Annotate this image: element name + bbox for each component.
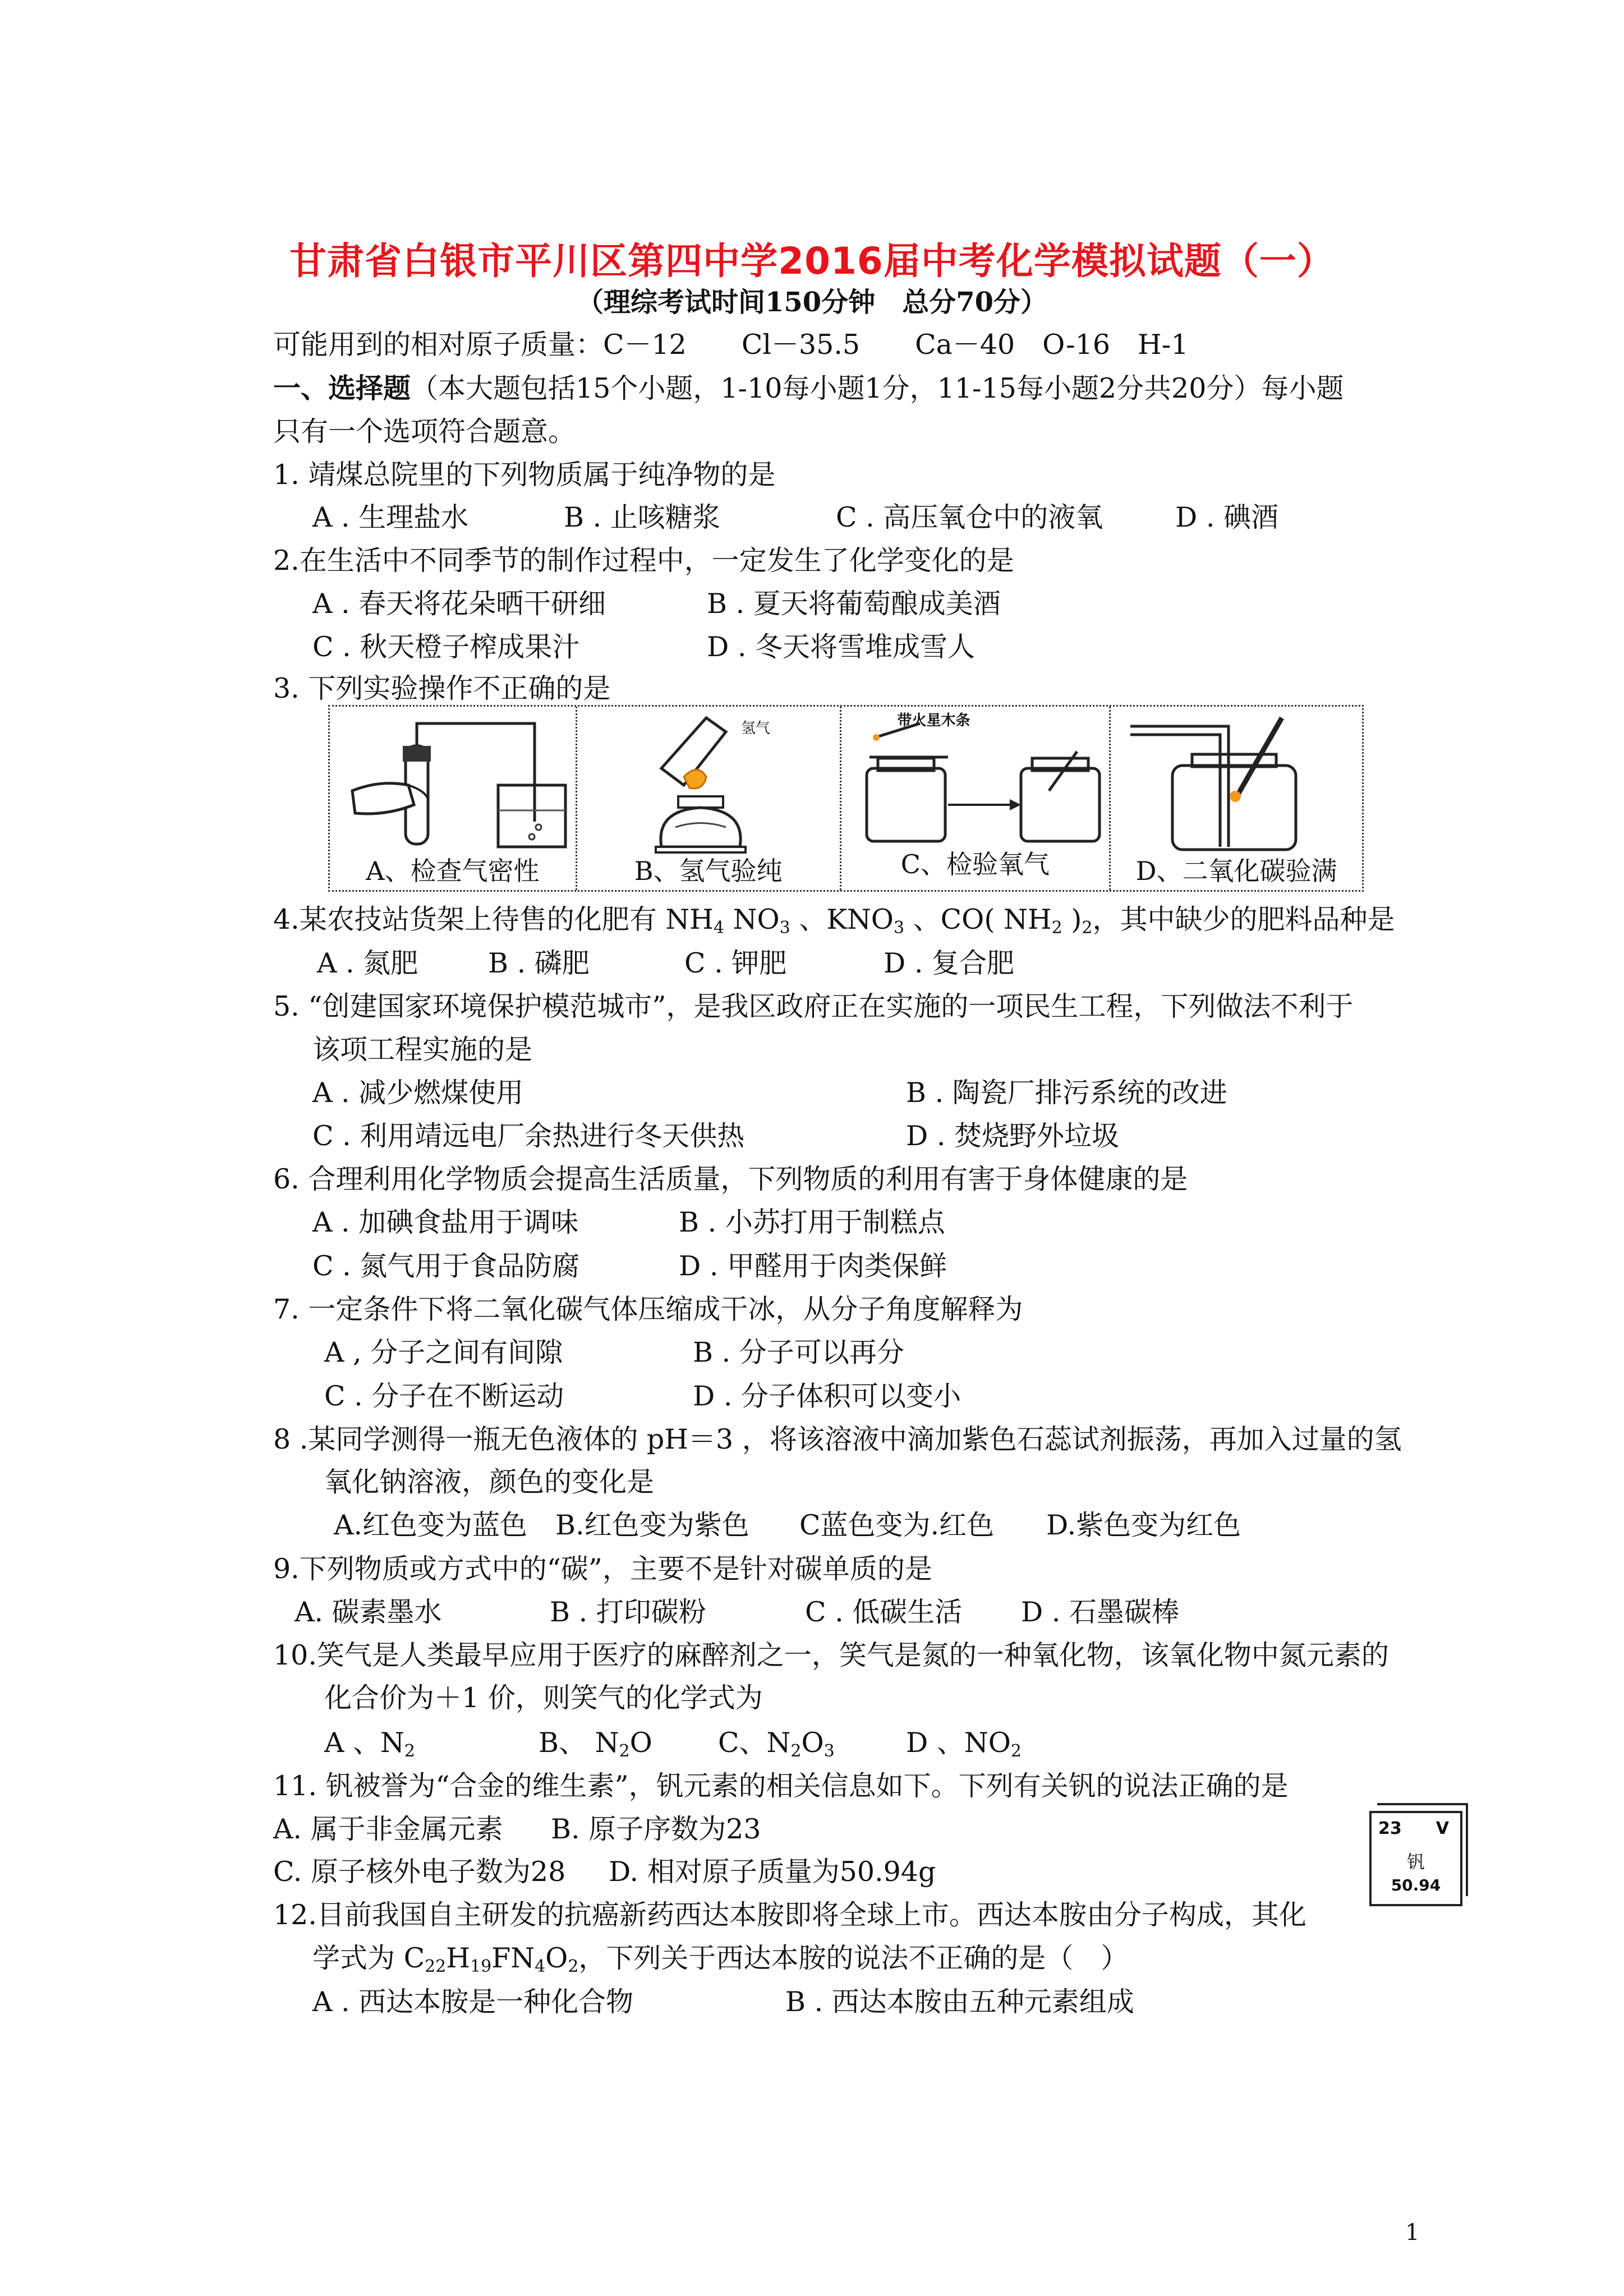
figure-d-caption: D、二氧化碳验满: [1135, 856, 1337, 886]
q3-figures: [328, 705, 1364, 892]
q12-text: ，下列关于西达本胺的说法不正确的是（ ）: [578, 1942, 1129, 1974]
q12-option-a: A . 西达本胺是一种化合物: [312, 1986, 634, 2018]
q5-option-d: D . 焚烧野外垃圾: [906, 1120, 1120, 1152]
q12-option-b: B . 西达本胺由五种元素组成: [785, 1986, 1134, 2018]
q6-option-b: B . 小苏打用于制糕点: [679, 1206, 945, 1238]
figure-b: [577, 707, 841, 890]
q4-sub: 4: [713, 918, 725, 938]
q8-option-c: C蓝色变为.红色: [799, 1509, 995, 1541]
q6-option-d: D . 甲醛用于肉类保鲜: [679, 1250, 947, 1282]
q12-text: H: [446, 1942, 470, 1974]
q7-option-b: B . 分子可以再分: [693, 1336, 904, 1368]
q12-sub: 4: [535, 1957, 546, 1976]
q9-option-c: C . 低碳生活: [805, 1596, 963, 1628]
q4-option-d: D . 复合肥: [884, 947, 1015, 979]
q4-sub: 2: [1082, 918, 1093, 938]
q4-sub: 2: [1051, 918, 1062, 938]
q12-text: FN: [491, 1942, 535, 1974]
q10-option-c: [718, 1726, 835, 1760]
q10-option-a: [324, 1726, 415, 1760]
q11-option-a: A. 属于非金属元素: [273, 1813, 503, 1845]
figure-b-caption: B、氢气验纯: [634, 856, 783, 886]
q9-option-b: B . 打印碳粉: [550, 1596, 706, 1628]
question-7: 7. 一定条件下将二氧化碳气体压缩成干冰，从分子角度解释为: [273, 1293, 1023, 1325]
element-name: 钒: [1406, 1851, 1425, 1873]
figure-a-caption: A、检查气密性: [366, 856, 540, 886]
q10c-text: C、N: [718, 1727, 791, 1759]
q7-option-a: A , 分子之间有间隙: [324, 1336, 563, 1368]
element-atomic-number: 23: [1378, 1819, 1402, 1838]
q8-option-d: D.紫色变为红色: [1046, 1509, 1241, 1541]
q5-option-a: A . 减少燃煤使用: [312, 1077, 524, 1109]
figure-c-caption: C、检验氧气: [900, 849, 1050, 879]
q12-sub: 19: [470, 1957, 492, 1976]
question-8: 8 .某同学测得一瓶无色液体的 pH＝3 ，将该溶液中滴加紫色石蕊试剂振荡，再加入过量的氢: [273, 1423, 1402, 1455]
section-description: （本大题包括15个小题，1-10每小题1分，11-15每小题2分共20分）每小题: [411, 372, 1344, 404]
q12-sub: 22: [425, 1957, 447, 1976]
figure-d: [1111, 707, 1362, 890]
question-9: 9.下列物质或方式中的“碳”，主要不是针对碳单质的是: [273, 1553, 932, 1585]
q7-option-c: C . 分子在不断运动: [324, 1380, 564, 1412]
q10b-sub: 2: [619, 1741, 630, 1761]
question-4: [273, 903, 1395, 937]
figure-a: [330, 707, 577, 890]
q10a-sub: 2: [404, 1741, 415, 1761]
atomic-masses: 可能用到的相对原子质量：C－12 Cl－35.5 Ca－40 O-16 H-1: [273, 329, 1189, 361]
q7-option-d: D . 分子体积可以变小: [693, 1380, 961, 1412]
q4-option-a: A . 氮肥: [317, 947, 418, 979]
question-8-cont: 氧化钠溶液，颜色的变化是: [324, 1466, 655, 1498]
question-10-cont: 化合价为＋1 价，则笑气的化学式为: [324, 1682, 763, 1714]
q6-option-a: A . 加碘食盐用于调味: [312, 1206, 579, 1238]
q12-text: 学式为 C: [312, 1942, 425, 1974]
q2-option-a: A . 春天将花朵晒干研细: [312, 588, 606, 620]
q8-option-b: B.红色变为紫色: [555, 1509, 749, 1541]
q10d-text: D 、NO: [906, 1727, 1011, 1759]
q6-option-c: C . 氮气用于食品防腐: [312, 1250, 580, 1282]
section-intro: [273, 371, 1344, 405]
element-atomic-mass: 50.94: [1391, 1876, 1441, 1894]
figure-c-label: 带火星木条: [897, 712, 970, 729]
question-1: 1. 靖煤总院里的下列物质属于纯净物的是: [273, 459, 776, 491]
q8-option-a: A.红色变为蓝色: [334, 1509, 527, 1541]
q4-sub: 3: [893, 918, 905, 938]
question-12: 12.目前我国自主研发的抗癌新药西达本胺即将全球上市。西达本胺由分子构成，其化: [273, 1899, 1306, 1931]
q4-text: 、CO( NH: [904, 903, 1052, 935]
q11-option-b: B. 原子序数为23: [551, 1813, 761, 1845]
page-number: 1: [1405, 2220, 1420, 2246]
q1-option-d: D . 碘酒: [1175, 501, 1279, 533]
page-title: 甘肃省白银市平川区第四中学2016届中考化学模拟试题（一）: [289, 239, 1335, 283]
q10-option-d: [906, 1726, 1022, 1760]
q2-option-d: D . 冬天将雪堆成雪人: [707, 631, 976, 663]
q5-option-c: C . 利用靖远电厂余热进行冬天供热: [312, 1120, 745, 1152]
q4-text: ): [1062, 903, 1082, 935]
q4-sub: 3: [779, 918, 790, 938]
q4-option-c: C . 钾肥: [684, 947, 787, 979]
element-symbol: V: [1436, 1819, 1449, 1838]
q10a-text: A 、N: [324, 1727, 404, 1759]
q12-sub: 2: [568, 1957, 579, 1976]
page-subtitle: （理综考试时间150分钟 总分70分）: [577, 287, 1047, 318]
question-5: 5. “创建国家环境保护模范城市”，是我区政府正在实施的一项民生工程，下列做法不利于: [273, 990, 1354, 1022]
q1-option-a: A . 生理盐水: [312, 501, 469, 533]
q2-option-b: B . 夏天将葡萄酿成美酒: [707, 588, 1001, 620]
q10b-text: O: [629, 1727, 652, 1759]
q12-text: O: [545, 1942, 568, 1974]
section-description-cont: 只有一个选项符合题意。: [273, 416, 576, 448]
question-12-cont: [312, 1942, 1128, 1975]
question-2: 2.在生活中不同季节的制作过程中，一定发生了化学变化的是: [273, 545, 1014, 577]
figure-b-label: 氢气: [740, 720, 770, 737]
q10c-sub: 3: [823, 1741, 835, 1761]
q10d-sub: 2: [1010, 1741, 1022, 1761]
question-10: 10.笑气是人类最早应用于医疗的麻醉剂之一，笑气是氮的一种氧化物，该氧化物中氮元素的: [273, 1639, 1389, 1671]
q9-option-d: D . 石墨碳棒: [1021, 1596, 1180, 1628]
question-11: 11. 钒被誉为“合金的维生素”，钒元素的相关信息如下。下列有关钒的说法正确的是: [273, 1770, 1289, 1802]
figure-c: [841, 707, 1111, 890]
q4-option-b: B . 磷肥: [488, 947, 590, 979]
question-3: 3. 下列实验操作不正确的是: [273, 672, 611, 704]
q10-option-b: [539, 1726, 652, 1760]
q10c-sub: 2: [790, 1741, 802, 1761]
q4-text: 4.某农技站货架上待售的化肥有 NH: [273, 903, 714, 935]
q4-text: 、KNO: [790, 903, 894, 935]
question-6: 6. 合理利用化学物质会提高生活质量，下列物质的利用有害于身体健康的是: [273, 1163, 1188, 1195]
q4-text: ，其中缺少的肥料品种是: [1092, 903, 1395, 935]
q5-option-b: B . 陶瓷厂排污系统的改进: [906, 1077, 1227, 1109]
q2-option-c: C . 秋天橙子榨成果汁: [312, 631, 580, 663]
q1-option-c: C . 高压氧仓中的液氧: [836, 501, 1103, 533]
element-card-face: [1369, 1811, 1462, 1906]
q10c-text: O: [801, 1727, 824, 1759]
section-heading: 一、选择题: [273, 372, 411, 404]
question-5-cont: 该项工程实施的是: [312, 1034, 533, 1066]
vanadium-element-card: [1369, 1803, 1470, 1904]
q10b-text: B、 N: [539, 1727, 619, 1759]
q11-option-d: D. 相对原子质量为50.94g: [609, 1856, 936, 1888]
q9-option-a: A. 碳素墨水: [295, 1596, 442, 1628]
q4-text: NO: [724, 903, 780, 935]
q1-option-b: B . 止咳糖浆: [564, 501, 720, 533]
q11-option-c: C. 原子核外电子数为28: [273, 1856, 566, 1888]
